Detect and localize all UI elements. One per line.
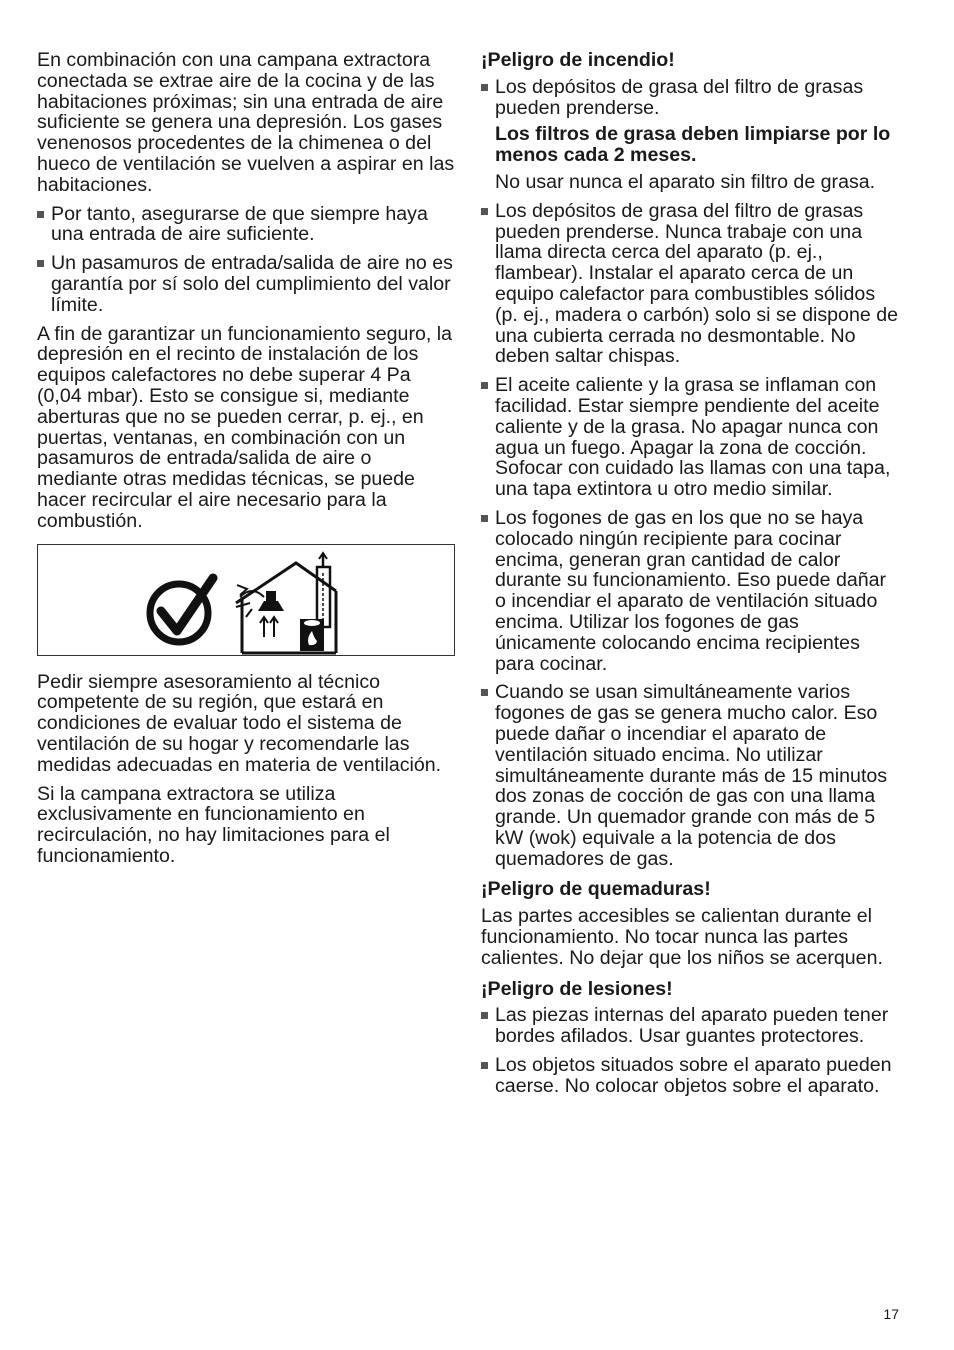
list-item: Por tanto, asegurarse de que siempre haya una entrada de aire suficiente. xyxy=(37,204,455,246)
page-number: 17 xyxy=(883,1306,899,1322)
fire-note: No usar nunca el aparato sin filtro de grasa. xyxy=(495,170,876,193)
checkmark-icon xyxy=(150,578,213,642)
list-item: Los depósitos de grasa del filtro de grasas pueden prenderse. Nunca trabaje con una llama directa cerca del aparato (p. ej., flambear). Instalar el aparato cerca de un equipo calefactor para combustibles sólidos (p. ej., madera o carbón) solo si se dispone de una cubierta cerrada no desmontable. No deben saltar chispas. xyxy=(481,201,901,367)
right-column xyxy=(481,50,901,1105)
intro-paragraph: En combinación con una campana extractora conectada se extrae aire de la cocina y de las habitaciones próximas; sin una entrada de aire suficiente se genera una depresión. Los gases venenosos procedentes de la chimenea o del hueco de ventilación se vuelven a aspirar en las habitaciones. xyxy=(37,49,455,196)
list-item: Las piezas internas del aparato pueden tener bordes afilados. Usar guantes protectores. xyxy=(481,1005,901,1047)
list-item: El aceite caliente y la grasa se inflaman con facilidad. Estar siempre pendiente del aceite caliente y de la grasa. No apagar nunca con agua un fuego. Apagar la zona de cocción. Sofocar con cuidado las llamas con una tapa, una tapa extintora u otro medio similar. xyxy=(481,375,901,500)
advice-paragraph: Pedir siempre asesoramiento al técnico competente de su región, que estará en condiciones de evaluar todo el sistema de ventilación de su hogar y recomendarle las medidas adecuadas en materia de ventilación. xyxy=(37,670,442,776)
recirculation-paragraph: Si la campana extractora se utiliza exclusivamente en funcionamiento en recirculación, no hay limitaciones para el funcionamiento. xyxy=(37,782,390,867)
left-column xyxy=(37,50,455,875)
list-item: Un pasamuros de entrada/salida de aire no es garantía por sí solo del cumplimiento del valor límite. xyxy=(37,253,455,315)
depression-paragraph: A fin de garantizar un funcionamiento seguro, la depresión en el recinto de instalación de los equipos calefactores no debe superar 4 Pa (0,04 mbar). Esto se consigue si, mediante aberturas que no se pueden cerrar, p. ej., en puertas, ventanas, en combinación con un pasamuros de entrada/salida de aire o mediante otras medidas técnicas, se puede hacer recircular el aire necesario para la combustión. xyxy=(37,322,452,532)
list-item: Los fogones de gas en los que no se haya colocado ningún recipiente para cocinar encima, generan gran cantidad de calor durante su funcionamiento. Eso puede dañar o incendiar el aparato de ventilación situado encima. Utilizar los fogones de gas únicamente colocando encima recipientes para cocinar. xyxy=(481,508,901,674)
list-item: Cuando se usan simultáneamente varios fogones de gas se genera mucho calor. Eso puede dañar o incendiar el aparato de ventilación situado encima. No utilizar simultáneamente durante más de 15 minutos dos zonas de cocción de gas con una llama grande. Un quemador grande con más de 5 kW (wok) equivale a la potencia de dos quemadores de gas. xyxy=(481,682,901,869)
burn-heading: ¡Peligro de quemaduras! xyxy=(481,878,711,901)
list-item: Los objetos situados sobre el aparato pueden caerse. No colocar objetos sobre el aparato. xyxy=(481,1055,901,1097)
injury-heading: ¡Peligro de lesiones! xyxy=(481,977,673,1000)
burn-paragraph: Las partes accesibles se calientan durante el funcionamiento. No tocar nunca las partes calientes. No dejar que los niños se acerquen. xyxy=(481,905,883,969)
ventilation-figure xyxy=(37,544,455,656)
list-item: Los depósitos de grasa del filtro de grasas pueden prenderse. xyxy=(481,77,901,119)
fire-bold-note: Los filtros de grasa deben limpiarse por lo menos cada 2 meses. xyxy=(495,123,891,167)
house-ventilation-icon xyxy=(236,553,336,653)
fire-heading: ¡Peligro de incendio! xyxy=(481,49,675,71)
